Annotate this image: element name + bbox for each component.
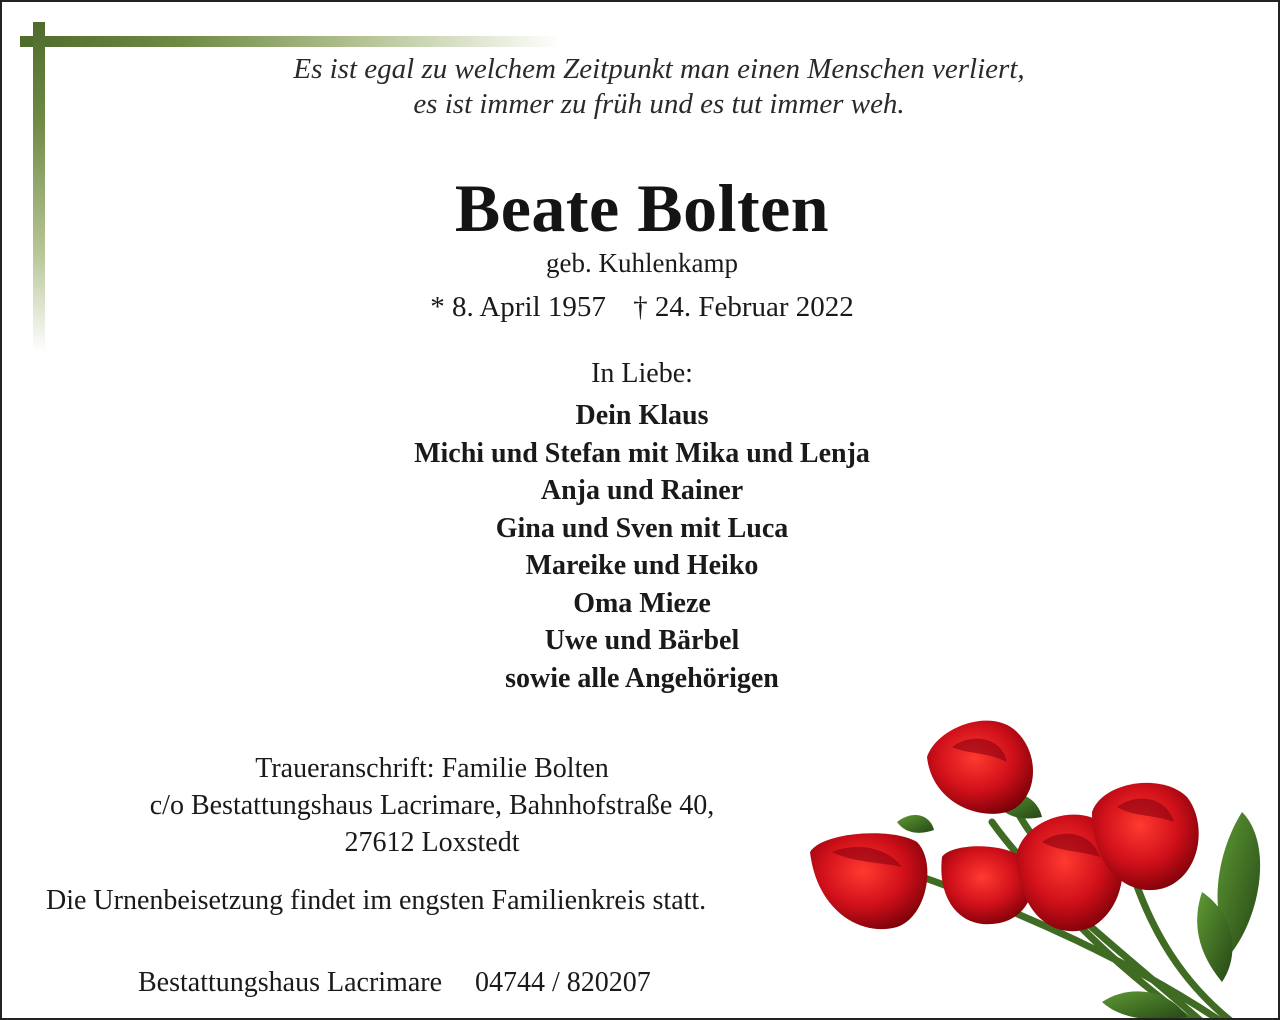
- mourner-name: Uwe und Bärbel: [544, 625, 740, 656]
- address-line-1: Traueranschrift: Familie Bolten: [255, 753, 609, 784]
- mourner-name: Oma Mieze: [573, 587, 711, 619]
- mourner-name: Anja und Rainer: [540, 475, 744, 506]
- mourner-name: Gina und Sven mit Luca: [495, 512, 789, 544]
- deceased-name: Beate Bolten: [454, 170, 830, 246]
- mourners-intro: In Liebe:: [591, 358, 693, 389]
- birth-date: * 8. April 1957: [430, 291, 606, 323]
- quote-line-1: Es ist egal zu welchem Zeitpunkt man einen Menschen verliert,: [293, 53, 1025, 85]
- life-dates: [2, 290, 1280, 324]
- undertaker-name: Bestattungshaus Lacrimare: [138, 967, 443, 998]
- mourner-name: Dein Klaus: [575, 400, 709, 431]
- mourner-name: Michi und Stefan mit Mika und Lenja: [414, 437, 870, 469]
- mourner-name: sowie alle Angehörigen: [505, 662, 779, 694]
- quote-line-2: es ist immer zu früh und es tut immer weh.: [413, 88, 905, 120]
- mourner-name: Mareike und Heiko: [525, 550, 759, 581]
- roses-icon: [802, 702, 1280, 1020]
- undertaker-phone: 04744 / 820207: [475, 967, 651, 998]
- address-line-3: 27612 Loxstedt: [344, 827, 520, 858]
- mourners-list: [2, 397, 1280, 697]
- mourning-address: [62, 750, 802, 861]
- cross-icon: [20, 36, 560, 47]
- death-date: † 24. Februar 2022: [633, 291, 854, 323]
- burial-notice: Die Urnenbeisetzung findet im engsten Familienkreis statt.: [46, 885, 707, 916]
- address-line-2: c/o Bestattungshaus Lacrimare, Bahnhofstraße 40,: [149, 790, 715, 821]
- birth-name: geb. Kuhlenkamp: [546, 248, 738, 278]
- memorial-quote: [19, 52, 1280, 122]
- undertaker-footer: [138, 966, 651, 1000]
